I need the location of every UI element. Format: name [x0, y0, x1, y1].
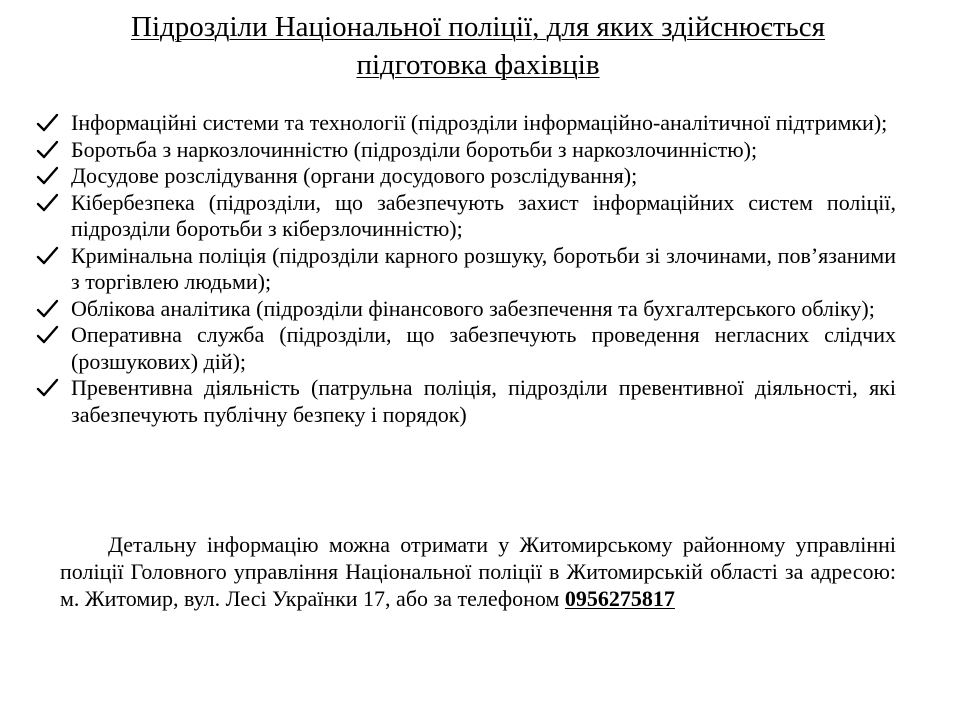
list-item — [36, 137, 896, 164]
checkmark-icon — [36, 243, 60, 269]
units-list — [36, 110, 896, 428]
checkmark-icon — [36, 375, 60, 401]
checkmark-icon — [36, 322, 60, 348]
checkmark-icon — [36, 190, 60, 216]
list-item — [36, 190, 896, 243]
list-item-text: Облікова аналітика (підрозділи фінансового забезпечення та бухгалтерського обліку); — [71, 295, 875, 321]
list-item-text: Превентивна діяльність (патрульна поліція, підрозділи превентивної діяльності, які забезпечують публічну безпеку і порядок) — [71, 375, 896, 427]
list-item-text: Боротьба з наркозлочинністю (підрозділи боротьби з наркозлочинністю); — [71, 136, 758, 162]
list-item — [36, 110, 896, 137]
list-item — [36, 296, 896, 323]
contact-text: Детальну інформацію можна отримати у Житомирському районному управлінні поліції Головного управління Національної поліції в Житомирській області за адресою: м. Житомир, вул. Лесі Українки 17, або за телефоном — [60, 532, 896, 611]
list-item-text: Кримінальна поліція (підрозділи карного розшуку, боротьби зі злочинами, пов’язаними з торгівлею людьми); — [71, 242, 896, 294]
phone-number: 0956275817 — [564, 586, 675, 611]
list-item — [36, 322, 896, 375]
page-title-line-2: підготовка фахівців — [356, 49, 600, 81]
checkmark-icon — [36, 110, 60, 136]
checkmark-icon — [36, 137, 60, 163]
checkmark-icon — [36, 163, 60, 189]
checkmark-icon — [36, 296, 60, 322]
list-item-text: Досудове розслідування (органи досудового розслідування); — [71, 163, 638, 188]
list-item — [36, 375, 896, 428]
list-item — [36, 163, 896, 190]
contact-paragraph — [60, 531, 896, 612]
page-title-line-1: Підрозділи Національної поліції, для яких здійснюється — [131, 11, 825, 43]
list-item-text: Оперативна служба (підрозділи, що забезпечують проведення негласних слідчих (розшукових) дій); — [71, 322, 896, 374]
list-item — [36, 243, 896, 296]
list-item-text: Інформаційні системи та технології (підрозділи інформаційно-аналітичної підтримки); — [71, 110, 888, 135]
list-item-text: Кібербезпека (підрозділи, що забезпечують захист інформаційних систем поліції, підрозділи боротьби з кіберзлочинністю); — [71, 189, 896, 241]
